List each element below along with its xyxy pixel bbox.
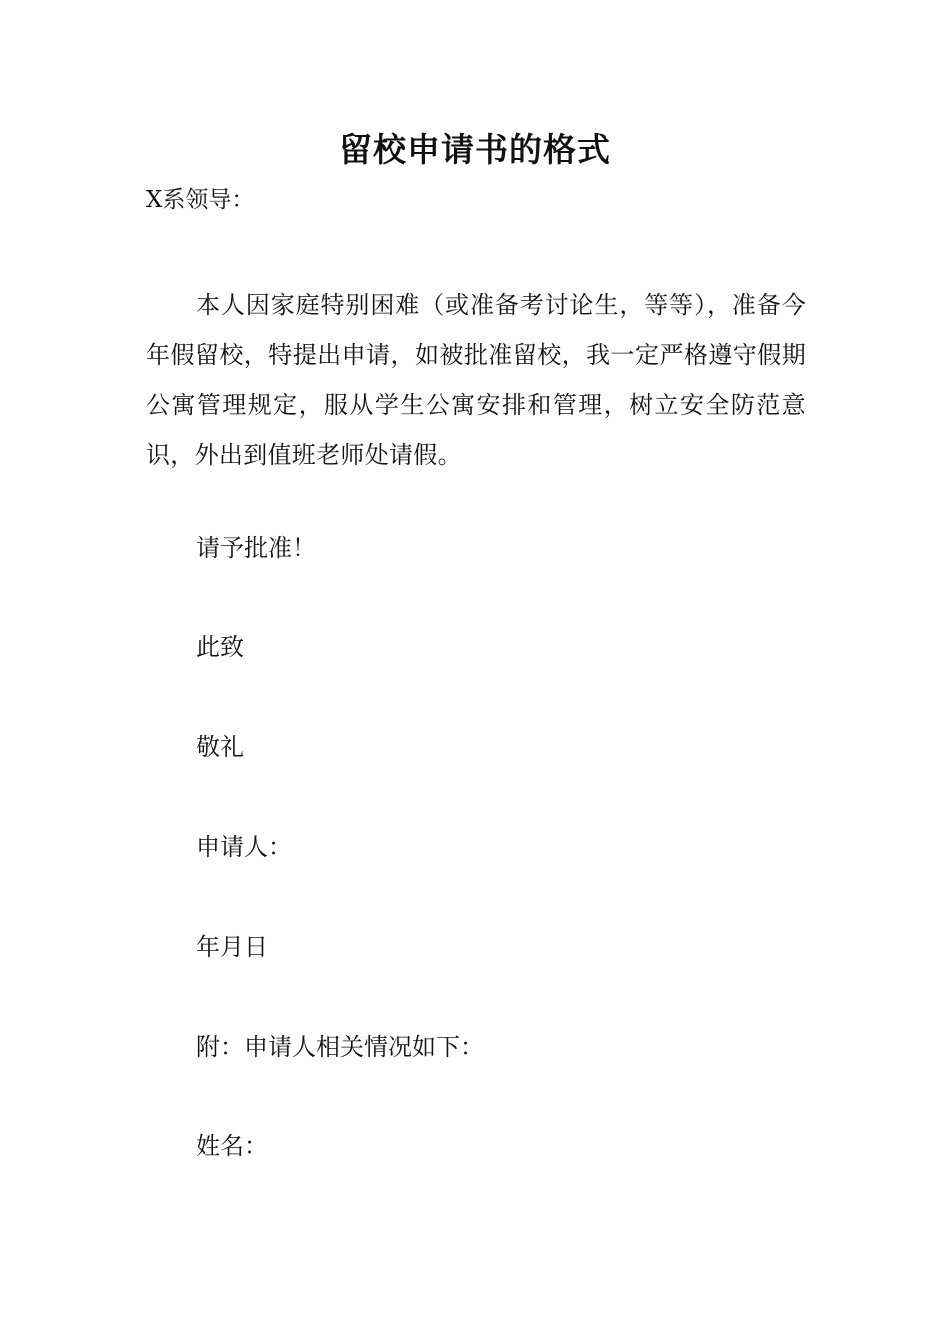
- appendix-label: 附：申请人相关情况如下：: [196, 1033, 484, 1061]
- applicant-label: 申请人：: [196, 833, 292, 861]
- request-line: 请予批准！: [196, 534, 316, 562]
- name-label: 姓名：: [196, 1132, 268, 1160]
- body-paragraph: 本人因家庭特别困难（或准备考讨论生，等等），准备今年假留校，特提出申请，如被批准留校，我一定严格遵守假期公寓管理规定，服从学生公寓安排和管理，树立安全防范意识，外出到值班老师处请假。: [146, 291, 806, 469]
- document-title: 留校申请书的格式: [339, 130, 611, 169]
- closing-line-2: 敬礼: [196, 733, 244, 761]
- salutation: X系领导：: [146, 187, 255, 213]
- date-label: 年月日: [196, 933, 268, 961]
- closing-line-1: 此致: [196, 633, 244, 661]
